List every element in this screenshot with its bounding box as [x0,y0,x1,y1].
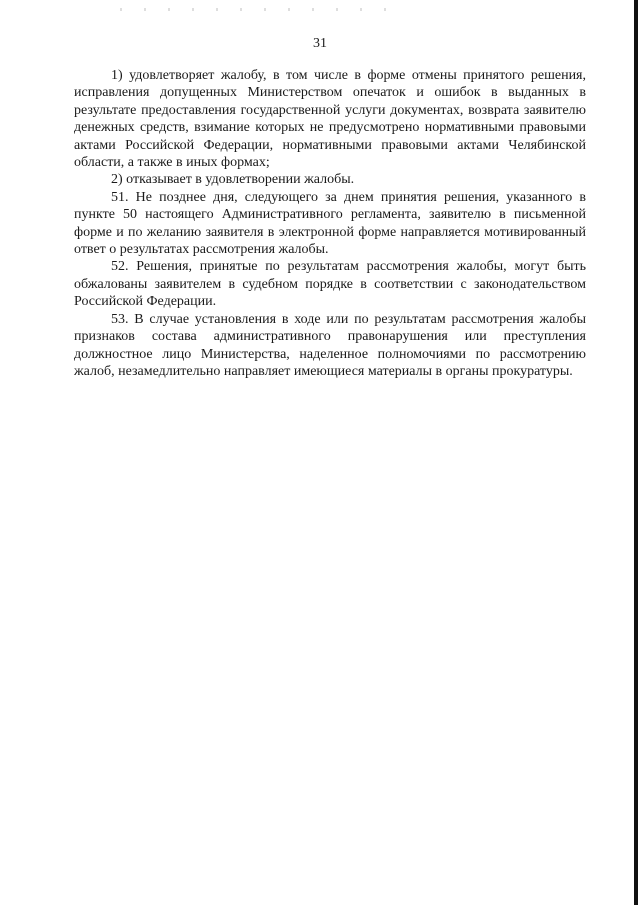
scan-artifact [120,8,400,11]
page-number: 31 [313,36,327,51]
document-body [74,67,586,380]
paragraph-section-51: 51. Не позднее дня, следующего за днем принятия решения, указанного в пункте 50 настоящего Административного регламента, заявителю в письменной форме и по желанию заявителя в электронной форме направляется мотивированный ответ о результатах рассмотрения жалобы. [74,189,586,258]
paragraph-item-2: 2) отказывает в удовлетворении жалобы. [111,172,355,188]
paragraph-item-1: 1) удовлетворяет жалобу, в том числе в форме отмены принятого решения, исправления допущенных Министерством опечаток и ошибок в выданных в результате предоставления государственной услуги документах, возврата заявителю денежных средств, взимание которых не предусмотрено нормативными правовыми актами Российской Федерации, нормативными правовыми актами Челябинской области, а также в иных формах; [74,68,586,171]
paragraph-section-53: 53. В случае установления в ходе или по результатам рассмотрения жалобы признаков состава административного правонарушения или преступления должностное лицо Министерства, наделенное полномочиями по рассмотрению жалоб, незамедлительно направляет имеющиеся материалы в органы прокуратуры. [74,311,586,379]
scan-edge-shadow [634,0,638,905]
paragraph-section-52: 52. Решения, принятые по результатам рассмотрения жалобы, могут быть обжалованы заявителем в судебном порядке в соответствии с законодательством Российской Федерации. [74,259,586,310]
